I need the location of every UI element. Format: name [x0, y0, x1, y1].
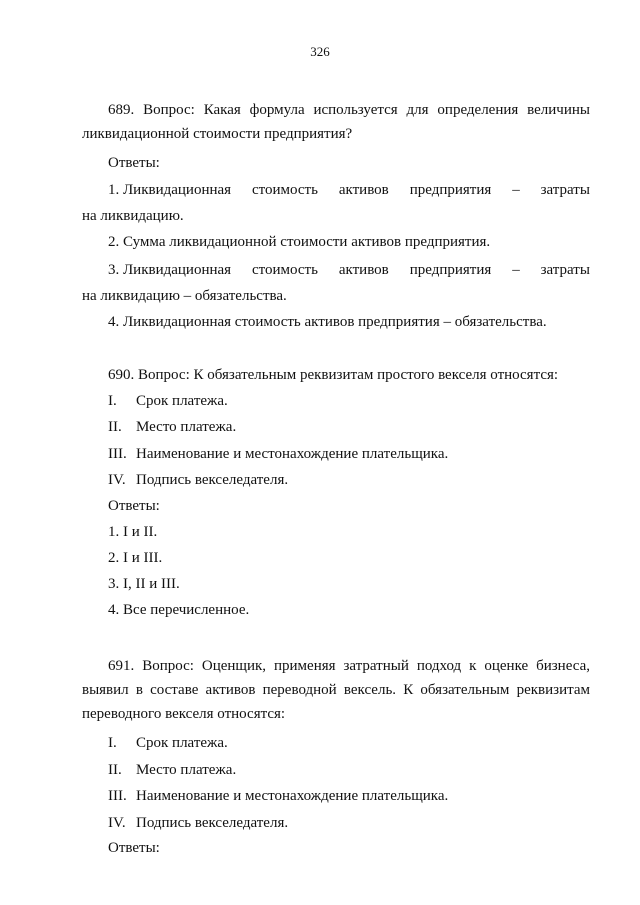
question-691-line-1: 691. Вопрос: Оценщик, применяя затратный подход к оценке бизнеса,: [108, 658, 590, 674]
item-text: Срок платежа.: [136, 393, 228, 409]
question-690-answer-1: 1. I и II.: [108, 524, 158, 540]
question-689-answer-1-continuation: на ликвидацию.: [82, 208, 184, 224]
item-numeral: II.: [108, 419, 122, 435]
item-numeral: IV.: [108, 472, 126, 488]
question-689-line-2: ликвидационной стоимости предприятия?: [82, 126, 353, 142]
question-689-answer-2: 2. Сумма ликвидационной стоимости активов предприятия.: [108, 234, 491, 250]
question-691-answers-label: Ответы:: [108, 840, 160, 856]
item-text: Подпись векселедателя.: [136, 472, 289, 488]
question-690-text: 690. Вопрос: К обязательным реквизитам простого векселя относятся:: [108, 367, 559, 383]
question-690-item: [108, 419, 236, 436]
answer-word: 1. Ликвидационная: [108, 182, 232, 198]
item-text: Наименование и местонахождение плательщика.: [136, 446, 449, 462]
question-691-item: [108, 762, 236, 779]
answer-word: –: [512, 182, 520, 198]
answer-word: активов: [338, 262, 389, 278]
question-690-item: [108, 393, 228, 410]
answer-word: предприятия: [409, 182, 492, 198]
question-690-item: [108, 446, 448, 463]
answer-word: предприятия: [409, 262, 492, 278]
item-text: Подпись векселедателя.: [136, 815, 289, 831]
question-689-answers-label: Ответы:: [108, 155, 160, 171]
item-text: Место платежа.: [136, 419, 237, 435]
item-numeral: III.: [108, 446, 127, 462]
question-690-item: [108, 472, 288, 489]
item-numeral: I.: [108, 393, 117, 409]
item-text: Наименование и местонахождение плательщика.: [136, 788, 449, 804]
question-691-item: [108, 815, 288, 832]
question-689-line-1: 689. Вопрос: Какая формула используется для определения величины: [108, 102, 590, 118]
item-text: Срок платежа.: [136, 735, 228, 751]
item-text: Место платежа.: [136, 762, 237, 778]
item-numeral: II.: [108, 762, 122, 778]
item-numeral: III.: [108, 788, 127, 804]
answer-word: –: [512, 262, 520, 278]
answer-word: стоимость: [251, 262, 318, 278]
question-690-answer-3: 3. I, II и III.: [108, 576, 180, 592]
question-690-answer-4: 4. Все перечисленное.: [108, 602, 250, 618]
item-numeral: I.: [108, 735, 117, 751]
answer-word: затраты: [540, 182, 590, 198]
question-691-item: [108, 735, 228, 752]
question-691-line-2: выявил в составе активов переводной вексель. К обязательным реквизитам: [82, 682, 590, 698]
item-numeral: IV.: [108, 815, 126, 831]
question-691-text: [82, 654, 590, 726]
question-691-item: [108, 788, 448, 805]
question-689-text: [82, 98, 590, 146]
page-number: 326: [310, 44, 330, 59]
answer-word: стоимость: [251, 182, 318, 198]
question-689-answer-1: [108, 182, 590, 199]
question-689-answer-3-continuation: на ликвидацию – обязательства.: [82, 288, 287, 304]
question-689-answer-3: [108, 262, 590, 279]
question-690-answer-2: 2. I и III.: [108, 550, 163, 566]
question-690-answers-label: Ответы:: [108, 498, 160, 514]
answer-word: 3. Ликвидационная: [108, 262, 232, 278]
question-689-answer-4: 4. Ликвидационная стоимость активов предприятия – обязательства.: [108, 314, 547, 330]
answer-word: затраты: [540, 262, 590, 278]
answer-word: активов: [338, 182, 389, 198]
question-691-line-3: переводного векселя относятся:: [82, 706, 286, 722]
